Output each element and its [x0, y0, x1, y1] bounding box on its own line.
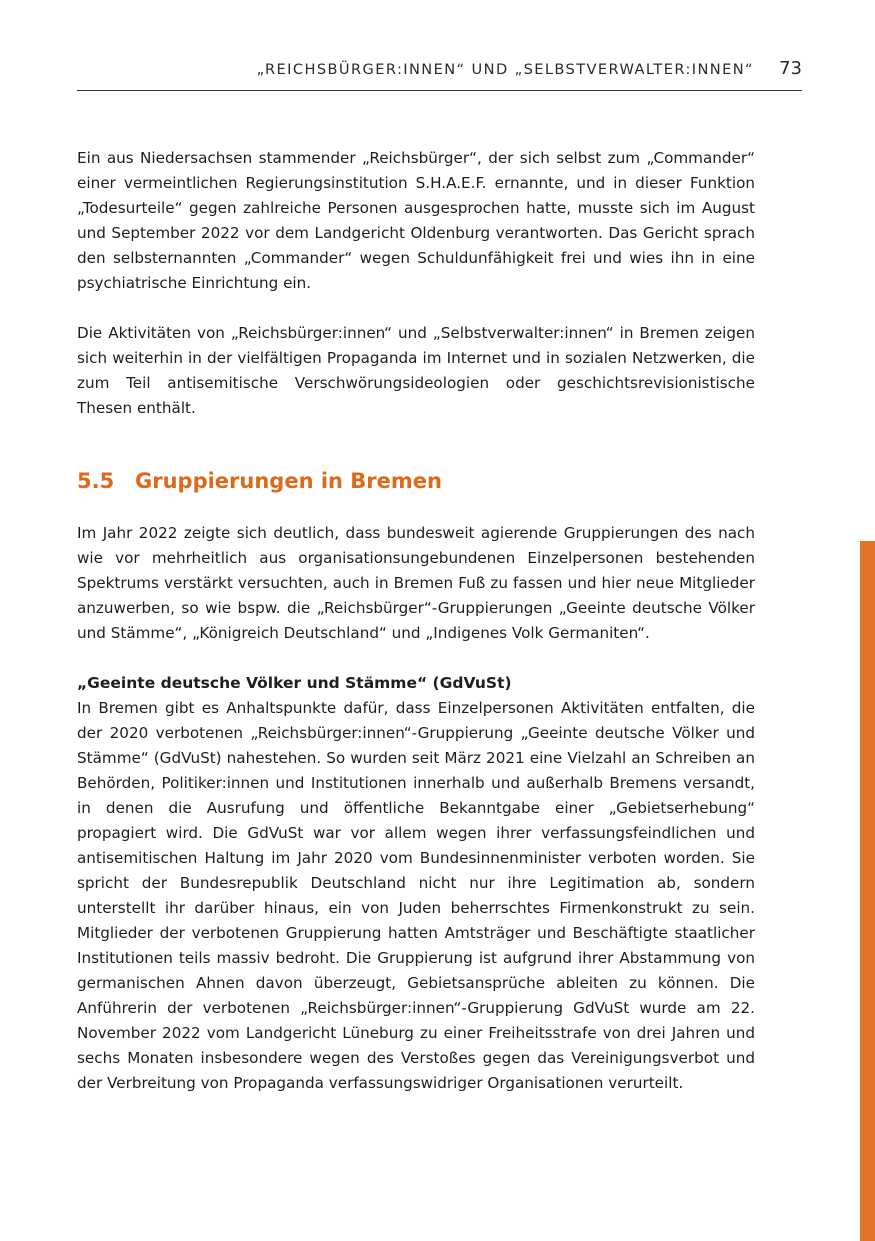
section-title: Gruppierungen in Bremen [135, 469, 442, 493]
paragraph-commander: Ein aus Niedersachsen stammender „Reichsbürger“, der sich selbst zum „Commander“ einer vermeintlichen Regierungsinstitution S.H.A.E.F. ernannte, und in dieser Funktion „Todesurteile“ gegen zahlreiche Personen ausgesprochen hatte, musste sich im August und September 2022 vor dem Landgericht Oldenburg verantworten. Das Gericht sprach den selbsternannten „Commander“ wegen Schuldunfähigkeit frei und wies ihn in eine psychiatrische Einrichtung ein. [77, 149, 755, 292]
page-body [77, 146, 755, 1096]
section-intro-paragraph: Im Jahr 2022 zeigte sich deutlich, dass bundesweit agierende Gruppierungen des nach wie vor mehrheitlich aus organisationsungebundenen Einzelpersonen bestehenden Spektrums verstärkt versuchten, auch in Bremen Fuß zu fassen und hier neue Mitglieder anzuwerben, so wie bspw. die „Reichsbürger“-Gruppierungen „Geeinte deutsche Völker und Stämme“, „Königreich Deutschland“ und „Indigenes Volk Germaniten“. [77, 524, 755, 642]
section-heading [77, 467, 755, 495]
paragraph-propaganda: Die Aktivitäten von „Reichsbürger:innen“ und „Selbstverwalter:innen“ in Bremen zeigen sich weiterhin in der vielfältigen Propaganda im Internet und in sozialen Netzwerken, die zum Teil antisemitische Verschwörungsideologien oder geschichtsrevisionistische Thesen enthält. [77, 324, 755, 417]
subsection-paragraph: In Bremen gibt es Anhaltspunkte dafür, dass Einzelpersonen Aktivitäten entfalten, die der 2020 verbotenen „Reichsbürger:innen“-Gruppierung „Geeinte deutsche Völker und Stämme“ (GdVuSt) nahestehen. So wurden seit März 2021 eine Vielzahl an Schreiben an Behörden, Politiker:innen und Institutionen innerhalb und außerhalb Bremens versandt, in denen die Ausrufung und öffentliche Bekanntgabe einer „Gebietserhebung“ propagiert wird. Die GdVuSt war vor allem wegen ihrer verfassungsfeindlichen und antisemitischen Haltung im Jahr 2020 vom Bundesinnenminister verboten worden. Sie spricht der Bundesrepublik Deutschland nicht nur ihre Legitimation ab, sondern unterstellt ihr darüber hinaus, ein von Juden beherrschtes Firmenkonstrukt zu sein. Mitglieder der verbotenen Gruppierung hatten Amtsträger und Beschäftigte staatlicher Institutionen teils massiv bedroht. Die Gruppierung ist aufgrund ihrer Abstammung von germanischen Ahnen davon überzeugt, Gebietsansprüche ableiten zu können. Die Anführerin der verbotenen „Reichsbürger:innen“-Gruppierung GdVuSt wurde am 22. November 2022 vom Landgericht Lüneburg zu einer Freiheitsstrafe von drei Jahren und sechs Monaten insbesondere wegen des Verstoßes gegen das Vereinigungsverbot und der Verbreitung von Propaganda verfassungswidriger Organisationen verurteilt. [77, 699, 755, 1092]
page-number: 73 [779, 58, 802, 79]
subsection-heading: „Geeinte deutsche Völker und Stämme“ (GdVuSt) [77, 674, 512, 692]
running-header [77, 58, 802, 91]
section-number: 5.5 [77, 469, 115, 493]
running-title: „REICHSBÜRGER:INNEN“ UND „SELBSTVERWALTER:INNEN“ [256, 61, 754, 78]
chapter-side-bar [860, 541, 875, 1241]
